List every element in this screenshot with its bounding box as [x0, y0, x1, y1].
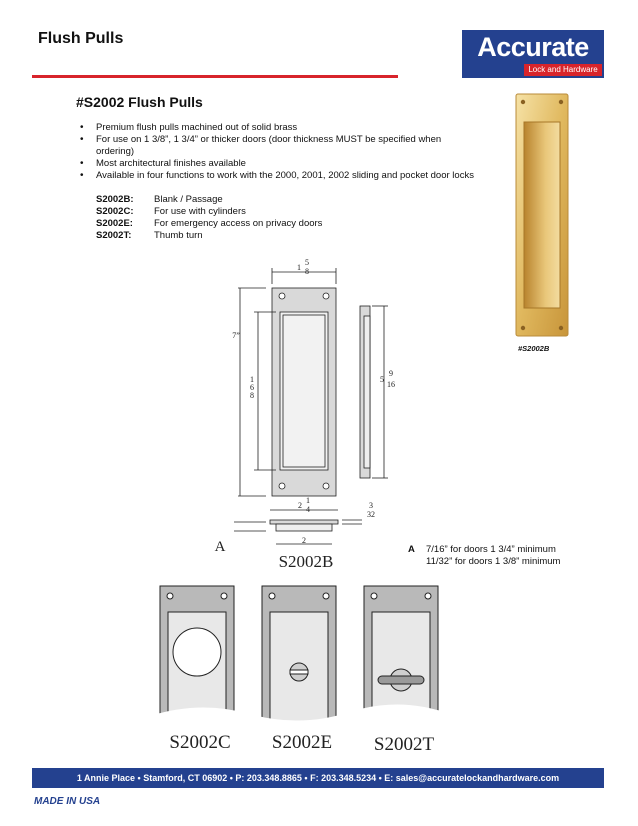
- code-desc: For use with cylinders: [154, 206, 246, 217]
- code-row: [96, 230, 322, 242]
- code-row: [96, 218, 322, 230]
- list-item: • For use on 1 3/8”, 1 3/4” or thicker doors (door thickness MUST be specified when ordering): [80, 134, 480, 158]
- dim-inner-whole: 6: [250, 383, 254, 392]
- code-row: [96, 206, 322, 218]
- brand-logo: [462, 30, 604, 78]
- code-desc: For emergency access on privacy doors: [154, 218, 323, 229]
- made-in-usa: MADE IN USA: [34, 796, 101, 807]
- variant-label-c: S2002C: [169, 732, 231, 753]
- list-item: • Premium flush pulls machined out of solid brass: [80, 122, 480, 134]
- dim-inner-den: 8: [250, 391, 254, 400]
- list-item: • Available in four functions to work with the 2000, 2001, 2002 sliding and pocket door locks: [80, 170, 480, 182]
- variant-label-e: S2002E: [271, 732, 333, 753]
- dim-base: 2: [302, 536, 306, 545]
- feature-list: [80, 122, 480, 182]
- dim-right-whole: 5: [380, 375, 384, 384]
- dim-left: 7”: [232, 331, 240, 340]
- code-key: S2002T:: [96, 230, 132, 241]
- dim-top-num: 5: [305, 258, 309, 267]
- note-line: 7/16” for doors 1 3/4” minimum: [426, 544, 556, 555]
- dim-right-den: 16: [387, 380, 395, 389]
- logo-word: Accurate: [477, 32, 589, 62]
- function-codes: [96, 194, 322, 242]
- technical-drawing: [206, 258, 396, 578]
- variant-drawings: [150, 580, 450, 755]
- page-title: Flush Pulls: [38, 30, 124, 47]
- drawing-label: S2002B: [278, 552, 334, 571]
- header-rule: [32, 75, 398, 78]
- footer-contact: 1 Annie Place • Stamford, CT 06902 • P: 203.348.8865 • F: 203.348.5234 • E: sales@accuratelockandhardware.com: [32, 768, 604, 788]
- dim-inner-num: 1: [250, 375, 254, 384]
- logo-tagline: Lock and Hardware: [524, 64, 602, 76]
- photo-caption: #S2002B: [518, 344, 550, 353]
- note-line: 11/32” for doors 1 3/8” minimum: [426, 556, 561, 567]
- code-key: S2002B:: [96, 194, 134, 205]
- dim-top-whole: 1: [297, 263, 301, 272]
- dim-top-den: 8: [305, 267, 309, 276]
- note-a: [408, 544, 560, 568]
- code-key: S2002E:: [96, 218, 133, 229]
- section-title: #S2002 Flush Pulls: [76, 94, 203, 110]
- dim-flange-num: 1: [306, 496, 310, 505]
- dim-thick-num: 3: [369, 501, 373, 510]
- dim-right-num: 9: [389, 369, 393, 378]
- ref-letter: A: [214, 539, 226, 555]
- code-desc: Thumb turn: [154, 230, 203, 241]
- note-letter: A: [408, 544, 415, 555]
- code-desc: Blank / Passage: [154, 194, 223, 205]
- code-row: [96, 194, 322, 206]
- code-key: S2002C:: [96, 206, 134, 217]
- dim-flange-den: 4: [306, 505, 310, 514]
- dim-thick-den: 32: [367, 510, 375, 519]
- product-photo: [514, 92, 570, 338]
- variant-label-t: S2002T: [373, 734, 435, 755]
- list-item: • Most architectural finishes available: [80, 158, 480, 170]
- dim-flange-whole: 2: [298, 501, 302, 510]
